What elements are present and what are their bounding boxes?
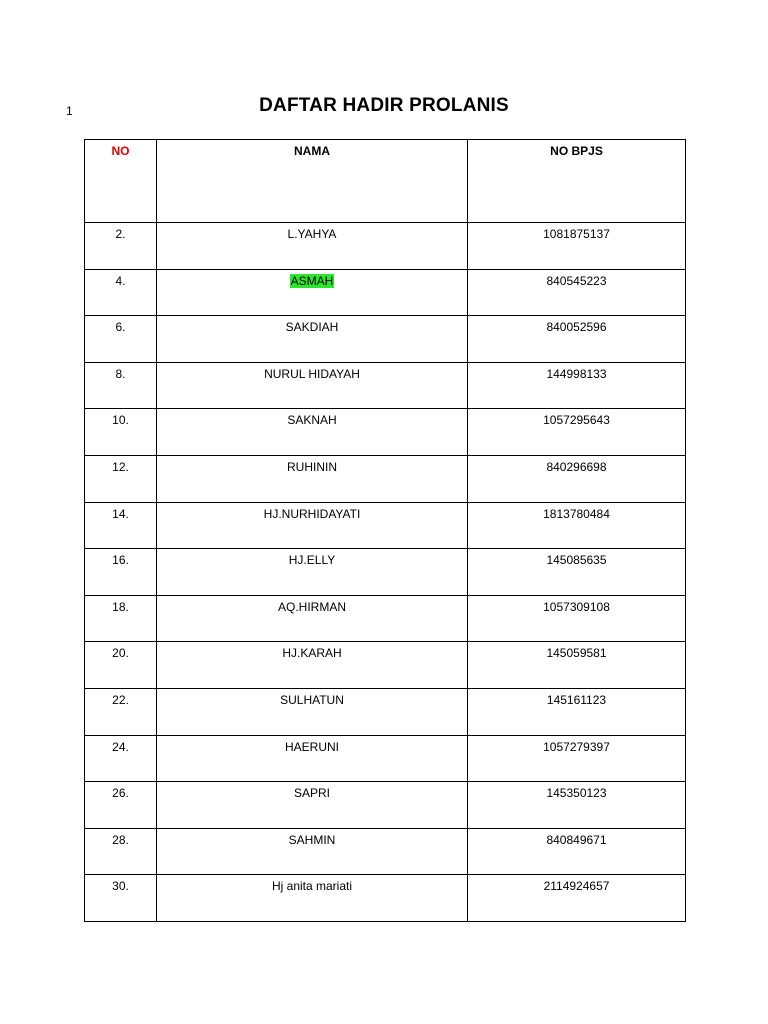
cell-no-bpjs: 2114924657 (468, 875, 686, 922)
highlighted-name: ASMAH (290, 273, 334, 288)
table-row (85, 316, 686, 363)
cell-no: 30. (85, 875, 157, 922)
cell-no-bpjs: 145059581 (468, 642, 686, 689)
table-header-row (85, 140, 686, 223)
cell-no: 16. (85, 549, 157, 596)
page-title: DAFTAR HADIR PROLANIS (259, 95, 509, 116)
header-no-bpjs: NO BPJS (468, 140, 686, 223)
cell-no: 24. (85, 735, 157, 782)
cell-no-bpjs: 145085635 (468, 549, 686, 596)
cell-nama: RUHININ (157, 455, 468, 502)
cell-no: 6. (85, 316, 157, 363)
cell-nama: L.YAHYA (157, 223, 468, 270)
cell-no: 2. (85, 223, 157, 270)
cell-nama: HJ.ELLY (157, 549, 468, 596)
cell-no-bpjs: 840296698 (468, 455, 686, 502)
cell-no-bpjs: 840849671 (468, 828, 686, 875)
table-row (85, 875, 686, 922)
cell-no: 8. (85, 362, 157, 409)
cell-no-bpjs: 1813780484 (468, 502, 686, 549)
cell-no: 10. (85, 409, 157, 456)
cell-no: 4. (85, 269, 157, 316)
table-row (85, 549, 686, 596)
cell-nama: NURUL HIDAYAH (157, 362, 468, 409)
cell-no-bpjs: 145350123 (468, 782, 686, 829)
attendance-table (84, 139, 686, 922)
cell-no-bpjs: 1057295643 (468, 409, 686, 456)
cell-no-bpjs: 840545223 (468, 269, 686, 316)
table-row (85, 828, 686, 875)
table-row (85, 223, 686, 270)
table-row (85, 595, 686, 642)
table-row (85, 455, 686, 502)
header-nama: NAMA (157, 140, 468, 223)
table-body (85, 223, 686, 922)
cell-no-bpjs: 144998133 (468, 362, 686, 409)
cell-nama: SAKDIAH (157, 316, 468, 363)
cell-nama: Hj anita mariati (157, 875, 468, 922)
table-row (85, 502, 686, 549)
table-row (85, 735, 686, 782)
cell-nama: SAHMIN (157, 828, 468, 875)
cell-no-bpjs: 145161123 (468, 688, 686, 735)
table-row (85, 409, 686, 456)
table-row (85, 782, 686, 829)
cell-nama: HJ.KARAH (157, 642, 468, 689)
cell-no-bpjs: 1057279397 (468, 735, 686, 782)
cell-nama: SAPRI (157, 782, 468, 829)
cell-no: 28. (85, 828, 157, 875)
cell-no: 14. (85, 502, 157, 549)
cell-no: 22. (85, 688, 157, 735)
cell-nama: SULHATUN (157, 688, 468, 735)
cell-no-bpjs: 1057309108 (468, 595, 686, 642)
header-no: NO (85, 140, 157, 223)
cell-nama: HAERUNI (157, 735, 468, 782)
cell-no-bpjs: 840052596 (468, 316, 686, 363)
cell-no-bpjs: 1081875137 (468, 223, 686, 270)
cell-nama: AQ.HIRMAN (157, 595, 468, 642)
cell-nama: SAKNAH (157, 409, 468, 456)
cell-no: 12. (85, 455, 157, 502)
table-row (85, 269, 686, 316)
table-row (85, 642, 686, 689)
table-row (85, 688, 686, 735)
cell-nama (157, 269, 468, 316)
page-number: 1 (66, 104, 73, 118)
cell-no: 18. (85, 595, 157, 642)
cell-nama: HJ.NURHIDAYATI (157, 502, 468, 549)
table-row (85, 362, 686, 409)
cell-no: 20. (85, 642, 157, 689)
cell-no: 26. (85, 782, 157, 829)
